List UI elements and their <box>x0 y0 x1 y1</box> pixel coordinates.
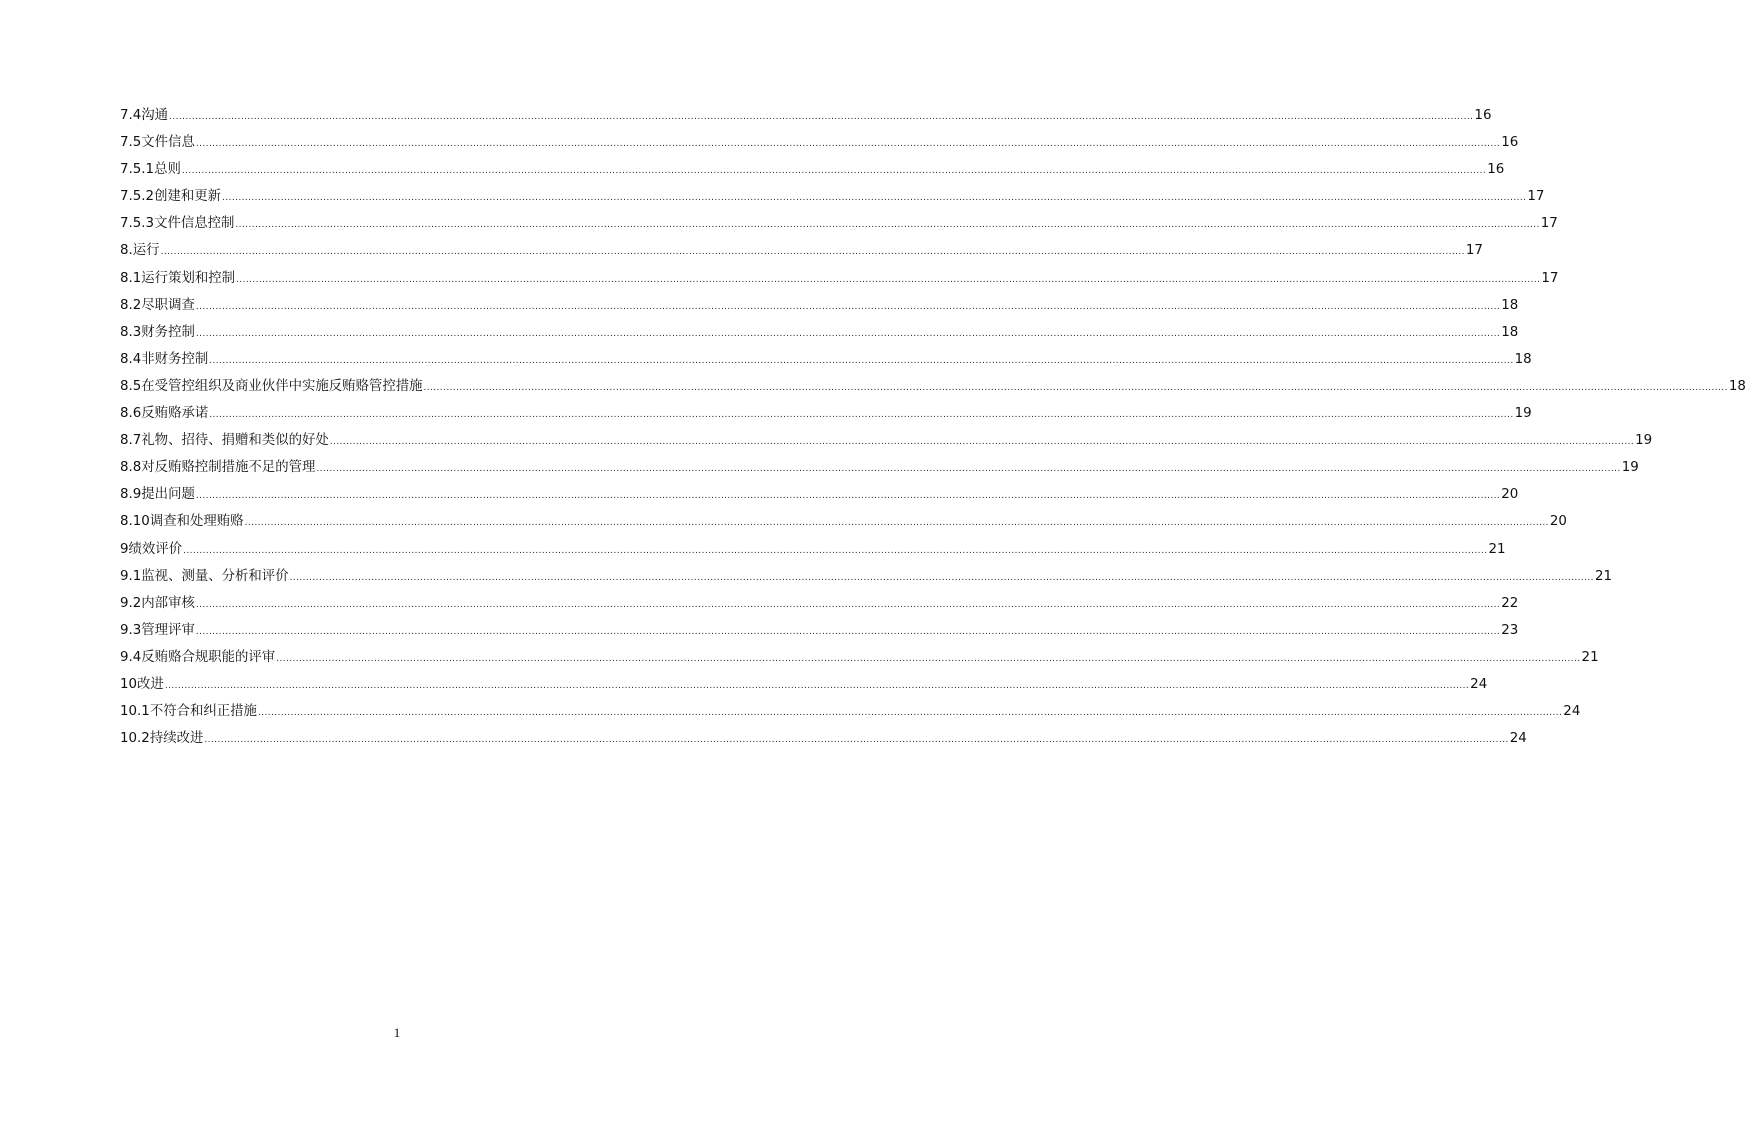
toc-dot-leader: ................................................................................................................................................................................................................................................................................................................................................................................................................ <box>183 545 1488 556</box>
toc-entry[interactable] <box>120 648 1599 675</box>
toc-entry[interactable] <box>120 512 1567 539</box>
toc-entry-title: 礼物、招待、捐赠和类似的好处 <box>141 433 329 449</box>
toc-entry-title: 内部审核 <box>141 595 195 611</box>
toc-entry[interactable] <box>120 269 1559 296</box>
toc-dot-leader: ................................................................................................................................................................................................................................................................................................................................................................................................................ <box>235 220 1540 231</box>
toc-entry-title: 总则 <box>154 162 181 178</box>
toc-entry-number: 7.4 <box>120 108 142 123</box>
toc-entry-title: 反贿赂承诺 <box>141 406 209 422</box>
toc-entry-number: 7.5 <box>120 135 142 151</box>
toc-entry-number: 8.7 <box>120 433 142 449</box>
toc-entry-title: 尽职调查 <box>141 297 195 313</box>
toc-entry-title: 运行 <box>132 243 160 259</box>
toc-entry[interactable] <box>120 567 1612 594</box>
toc-entry-page-number: 24 <box>1509 731 1527 747</box>
toc-entry-page-number: 18 <box>1501 324 1519 340</box>
toc-entry[interactable] <box>120 594 1519 621</box>
toc-entry-page-number: 18 <box>1501 297 1519 313</box>
toc-dot-leader: ................................................................................................................................................................................................................................................................................................................................................................................................................ <box>244 518 1549 529</box>
toc-entry[interactable] <box>120 214 1558 241</box>
toc-dot-leader: ................................................................................................................................................................................................................................................................................................................................................................................................................ <box>181 166 1487 177</box>
toc-dot-leader: ................................................................................................................................................................................................................................................................................................................................................................................................................ <box>423 382 1728 393</box>
toc-entry[interactable] <box>120 431 1653 458</box>
toc-entry[interactable] <box>120 350 1532 377</box>
toc-entry-number: 9.4 <box>120 649 142 665</box>
toc-entry-number: 9 <box>120 541 129 557</box>
toc-entry[interactable] <box>120 485 1519 512</box>
toc-dot-leader: ................................................................................................................................................................................................................................................................................................................................................................................................................ <box>289 572 1594 583</box>
toc-entry-number: 8.2 <box>120 297 142 313</box>
toc-entry-title: 监视、测量、分析和评价 <box>141 568 289 584</box>
toc-entry-page-number: 16 <box>1501 135 1519 151</box>
toc-dot-leader: ................................................................................................................................................................................................................................................................................................................................................................................................................ <box>276 653 1581 664</box>
toc-entry-page-number: 18 <box>1728 378 1746 394</box>
toc-dot-leader: ................................................................................................................................................................................................................................................................................................................................................................................................................ <box>195 491 1501 502</box>
toc-entry[interactable] <box>120 621 1519 648</box>
toc-entry-title: 不符合和纠正措施 <box>149 704 257 720</box>
toc-entry-title: 文件信息 <box>141 135 195 151</box>
toc-dot-leader: ................................................................................................................................................................................................................................................................................................................................................................................................................ <box>160 247 1465 258</box>
toc-dot-leader: ................................................................................................................................................................................................................................................................................................................................................................................................................ <box>209 355 1514 366</box>
toc-entry[interactable] <box>120 160 1505 187</box>
toc-entry-number: 10.2 <box>120 731 150 747</box>
toc-entry-number: 7.5.2 <box>120 189 155 205</box>
toc-entry-page-number: 20 <box>1549 514 1567 530</box>
toc-entry[interactable] <box>120 133 1519 160</box>
toc-entry-title: 在受管控组织及商业伙伴中实施反贿赂管控措施 <box>141 378 423 394</box>
toc-entry-title: 沟通 <box>141 108 169 123</box>
toc-entry-page-number: 19 <box>1635 433 1653 449</box>
toc-entry-page-number: 17 <box>1540 216 1558 232</box>
toc-dot-leader: ................................................................................................................................................................................................................................................................................................................................................................................................................ <box>195 328 1501 339</box>
toc-entry-title: 对反贿赂控制措施不足的管理 <box>141 460 316 476</box>
toc-entry-number: 7.5.1 <box>120 162 155 178</box>
toc-entry-page-number: 23 <box>1501 622 1519 638</box>
toc-entry-page-number: 17 <box>1465 243 1483 259</box>
toc-dot-leader: ................................................................................................................................................................................................................................................................................................................................................................................................................ <box>169 112 1474 122</box>
toc-entry[interactable] <box>120 241 1483 268</box>
toc-entry-number: 8.3 <box>120 324 142 340</box>
toc-entry[interactable] <box>120 702 1581 729</box>
toc-entry-number: 8.6 <box>120 406 142 422</box>
toc-entry-page-number: 20 <box>1501 487 1519 503</box>
toc-entry-number: 8.9 <box>120 487 142 503</box>
toc-entry-number: 8.5 <box>120 378 142 394</box>
table-of-contents <box>120 106 1746 756</box>
toc-entry-title: 改进 <box>137 676 164 692</box>
toc-dot-leader: ................................................................................................................................................................................................................................................................................................................................................................................................................ <box>222 193 1527 204</box>
toc-dot-leader: ................................................................................................................................................................................................................................................................................................................................................................................................................ <box>236 274 1541 285</box>
toc-entry-title: 提出问题 <box>141 487 195 503</box>
toc-entry-number: 9.2 <box>120 595 142 611</box>
toc-entry-title: 绩效评价 <box>128 541 183 557</box>
toc-entry[interactable] <box>120 729 1527 756</box>
toc-dot-leader: ................................................................................................................................................................................................................................................................................................................................................................................................................ <box>209 410 1514 421</box>
toc-entry-number: 7.5.3 <box>120 216 155 232</box>
toc-entry-page-number: 24 <box>1470 676 1488 692</box>
toc-entry-page-number: 17 <box>1527 189 1545 205</box>
toc-entry-number: 9.3 <box>120 622 142 638</box>
toc-entry-number: 8.8 <box>120 460 142 476</box>
toc-entry-page-number: 18 <box>1514 351 1532 367</box>
toc-entry-number: 10.1 <box>120 704 150 720</box>
toc-entry-title: 反贿赂合规职能的评审 <box>141 649 276 665</box>
toc-entry-title: 非财务控制 <box>141 351 209 367</box>
toc-entry[interactable] <box>120 106 1492 133</box>
toc-entry[interactable] <box>120 296 1519 323</box>
toc-entry[interactable] <box>120 377 1746 404</box>
toc-entry-page-number: 19 <box>1621 460 1639 476</box>
toc-entry-page-number: 24 <box>1563 704 1581 720</box>
toc-entry-number: 8.10 <box>120 514 150 530</box>
toc-entry-page-number: 21 <box>1488 541 1506 557</box>
toc-entry-page-number: 21 <box>1594 568 1612 584</box>
toc-dot-leader: ................................................................................................................................................................................................................................................................................................................................................................................................................ <box>164 680 1470 691</box>
toc-entry-number: 9.1 <box>120 568 142 584</box>
toc-entry-page-number: 21 <box>1581 649 1599 665</box>
toc-entry[interactable] <box>120 675 1488 702</box>
toc-entry[interactable] <box>120 540 1506 567</box>
page-number: 1 <box>393 1025 401 1040</box>
toc-entry-page-number: 16 <box>1487 162 1505 178</box>
toc-entry-page-number: 17 <box>1541 270 1559 286</box>
toc-dot-leader: ................................................................................................................................................................................................................................................................................................................................................................................................................ <box>204 735 1509 746</box>
toc-entry[interactable] <box>120 458 1639 485</box>
toc-entry-number: 8. <box>120 243 133 259</box>
toc-entry[interactable] <box>120 187 1545 214</box>
toc-dot-leader: ................................................................................................................................................................................................................................................................................................................................................................................................................ <box>316 464 1621 475</box>
toc-entry[interactable] <box>120 323 1519 350</box>
toc-dot-leader: ................................................................................................................................................................................................................................................................................................................................................................................................................ <box>257 708 1563 719</box>
toc-entry-title: 运行策划和控制 <box>141 270 236 286</box>
toc-entry-page-number: 19 <box>1514 406 1532 422</box>
toc-entry-number: 8.4 <box>120 351 142 367</box>
toc-entry-number: 10 <box>120 676 138 692</box>
toc-entry-title: 管理评审 <box>141 622 195 638</box>
toc-entry-title: 持续改进 <box>149 731 204 747</box>
toc-entry[interactable] <box>120 404 1532 431</box>
toc-entry-title: 财务控制 <box>141 324 195 340</box>
toc-entry-title: 文件信息控制 <box>154 216 235 232</box>
toc-entry-title: 创建和更新 <box>154 189 222 205</box>
toc-dot-leader: ................................................................................................................................................................................................................................................................................................................................................................................................................ <box>329 437 1635 448</box>
toc-entry-title: 调查和处理贿赂 <box>149 514 244 530</box>
toc-entry-number: 8.1 <box>120 270 142 286</box>
toc-dot-leader: ................................................................................................................................................................................................................................................................................................................................................................................................................ <box>195 626 1501 637</box>
toc-dot-leader: ................................................................................................................................................................................................................................................................................................................................................................................................................ <box>195 139 1501 150</box>
toc-entry-page-number: 22 <box>1501 595 1519 611</box>
toc-dot-leader: ................................................................................................................................................................................................................................................................................................................................................................................................................ <box>195 599 1501 610</box>
toc-entry-page-number: 16 <box>1474 108 1492 123</box>
toc-dot-leader: ................................................................................................................................................................................................................................................................................................................................................................................................................ <box>195 301 1501 312</box>
